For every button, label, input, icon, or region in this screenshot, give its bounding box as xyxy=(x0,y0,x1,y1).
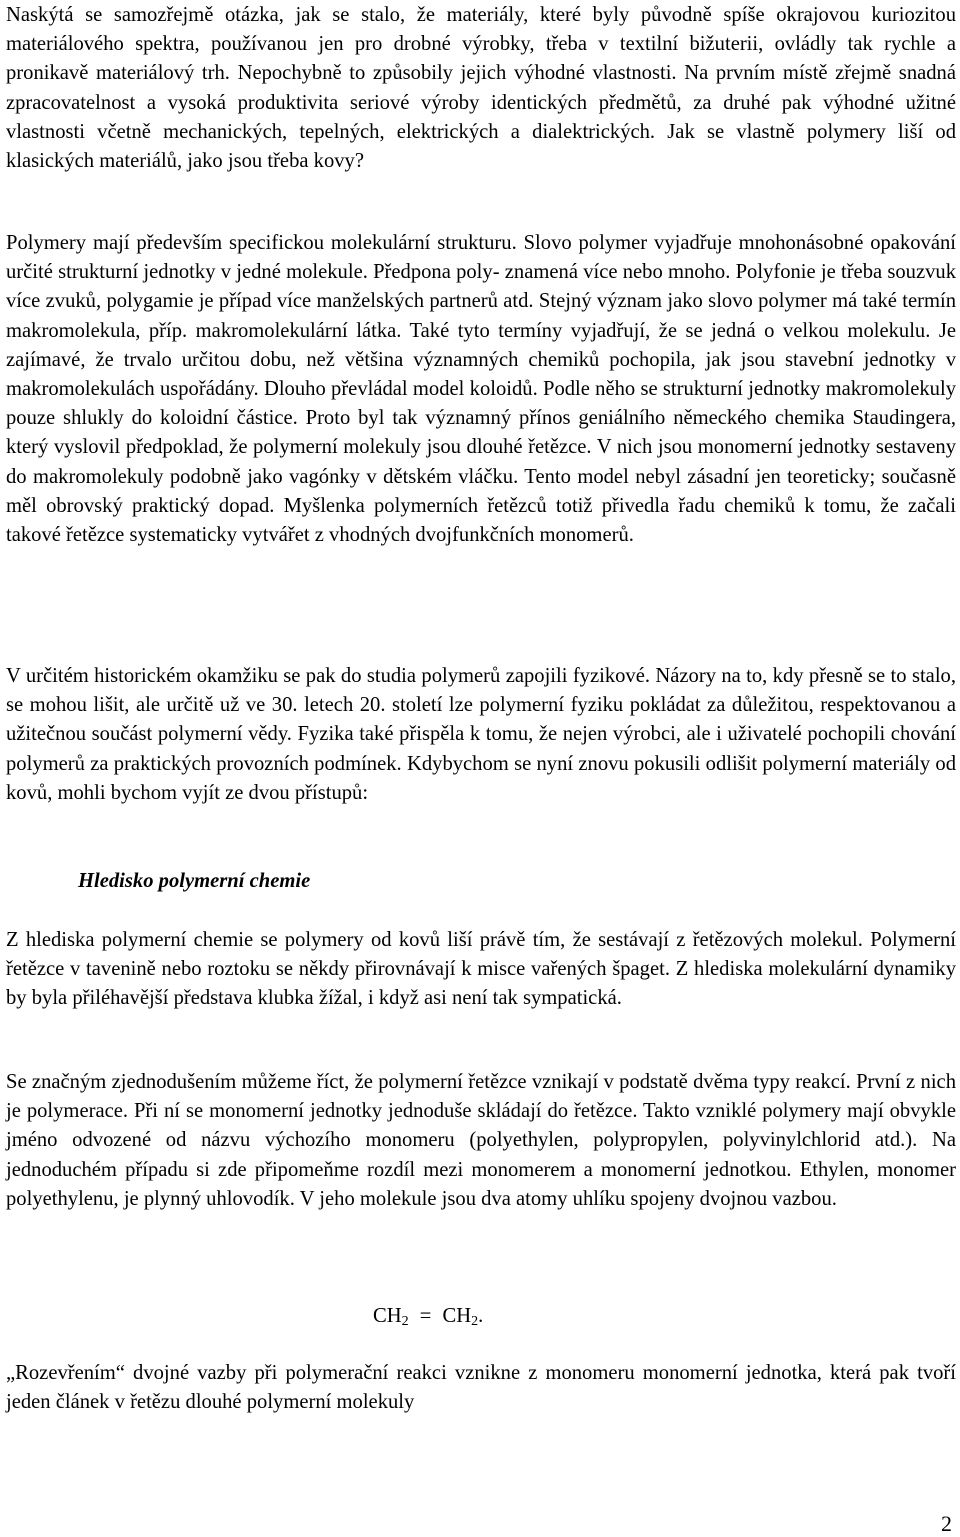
formula-operator: = xyxy=(419,1305,432,1327)
ethylene-formula xyxy=(6,1302,960,1331)
formula-terminator: . xyxy=(478,1305,484,1327)
formula-left-symbol: CH xyxy=(373,1305,402,1327)
paragraph-polymer-physics: V určitém historickém okamžiku se pak do studia polymerů zapojili fyzikové. Názory na to, kdy přesně se to stalo, se mohou lišit, ale určitě už ve 30. letech 20. století lze polymerní fyziku pokládat za důležitou, respektovanou a užitečnou součást polymerní vědy. Fyzika také přispěla k tomu, že nejen výrobci, ale i uživatelé pochopili chování polymerů za praktických provozních podmínek. Kdybychom se nyní znovu pokusili odlišit polymerní materiály od kovů, mohli bychom vyjít ze dvou přístupů: xyxy=(6,665,956,804)
paragraph-molecular-structure: Polymery mají především specifickou molekulární strukturu. Slovo polymer vyjadřuje mnohonásobné opakování určité strukturní jednotky v jedné molekule. Předpona poly- znamená více nebo mnoho. Polyfonie je třeba souzvuk více zvuků, polygamie je případ více manželských partnerů atd. Stejný význam jako slovo polymer má také termín makromolekula, příp. makromolekulární látka. Také tyto termíny vyjadřují, že se jedná o velkou molekulu. Je zajímavé, že trvalo určitou dobu, než většina významných chemiků pochopila, jak jsou stavební jednotky v makromolekulách uspořádány. Dlouho převládal model koloidů. Podle něho se strukturní jednotky makromolekuly pouze shlukly do koloidní částice. Proto byl tak významný přínos geniálního německého chemika Staudingera, který vyslovil předpoklad, že polymerní molekuly jsou dlouhé řetězce. V nich jsou monomerní jednotky sestaveny do makromolekuly podobně jako vagónky v dětském vláčku. Tento model nebyl zásadní jen teoreticky; současně měl obrovský praktický dopad. Myšlenka polymerních řetězců totiž přivedla řadu chemiků k tomu, že začali takové řetězce systematicky vytvářet z vhodných dvojfunkčních monomerů. xyxy=(6,232,956,547)
paragraph-polymerization: Se značným zjednodušením můžeme říct, že polymerní řetězce vznikají v podstatě dvěma typy reakcí. První z nich je polymerace. Při ní se monomerní jednotky jednoduše skládají do řetězce. Takto vzniklé polymery mají obvykle jméno odvozené od názvu výchozího monomeru (polyethylen, polypropylen, polyvinylchlorid atd.). Na jednoduchém případu si zde připomeňme rozdíl mezi monomerem a monomerní jednotkou. Ethylen, monomer polyethylenu, je plynný uhlovodík. V jeho molekule jsou dva atomy uhlíku spojeny dvojnou vazbou. xyxy=(6,1071,956,1210)
paragraph-double-bond-opening: „Rozevřením“ dvojné vazby při polymerační reakci vznikne z monomeru monomerní jednotka, která pak tvoří jeden článek v řetězu dlouhé polymerní molekuly xyxy=(6,1362,956,1414)
page-number: 2 xyxy=(941,1511,952,1536)
formula-right-subscript: 2 xyxy=(471,1314,479,1329)
section-heading: Hledisko polymerní chemie xyxy=(78,870,311,892)
paragraph-chain-molecules: Z hlediska polymerní chemie se polymery od kovů liší právě tím, že sestávají z řetězových molekul. Polymerní řetězce v tavenině nebo roztoku se někdy přirovnávají k misce vařených špaget. Z hlediska molekulární dynamiky by byla přiléhavější představa klubka žížal, i když asi není tak sympatická. xyxy=(6,929,956,1010)
paragraph-intro: Naskýtá se samozřejmě otázka, jak se stalo, že materiály, které byly původně spíše okrajovou kuriozitou materiálového spektra, používanou jen pro drobné výrobky, třeba v textilní bižuterii, ovládly tak rychle a pronikavě materiálový trh. Nepochybně to způsobily jejich výhodné vlastnosti. Na prvním místě zřejmě snadná zpracovatelnost a vysoká produktivita seriové výroby identických předmětů, za druhé pak výhodné užitné vlastnosti včetně mechanických, tepelných, elektrických a dialektrických. Jak se vlastně polymery liší od klasických materiálů, jako jsou třeba kovy? xyxy=(6,4,956,173)
formula-right-symbol: CH xyxy=(442,1305,472,1327)
formula-left-subscript: 2 xyxy=(401,1314,409,1329)
